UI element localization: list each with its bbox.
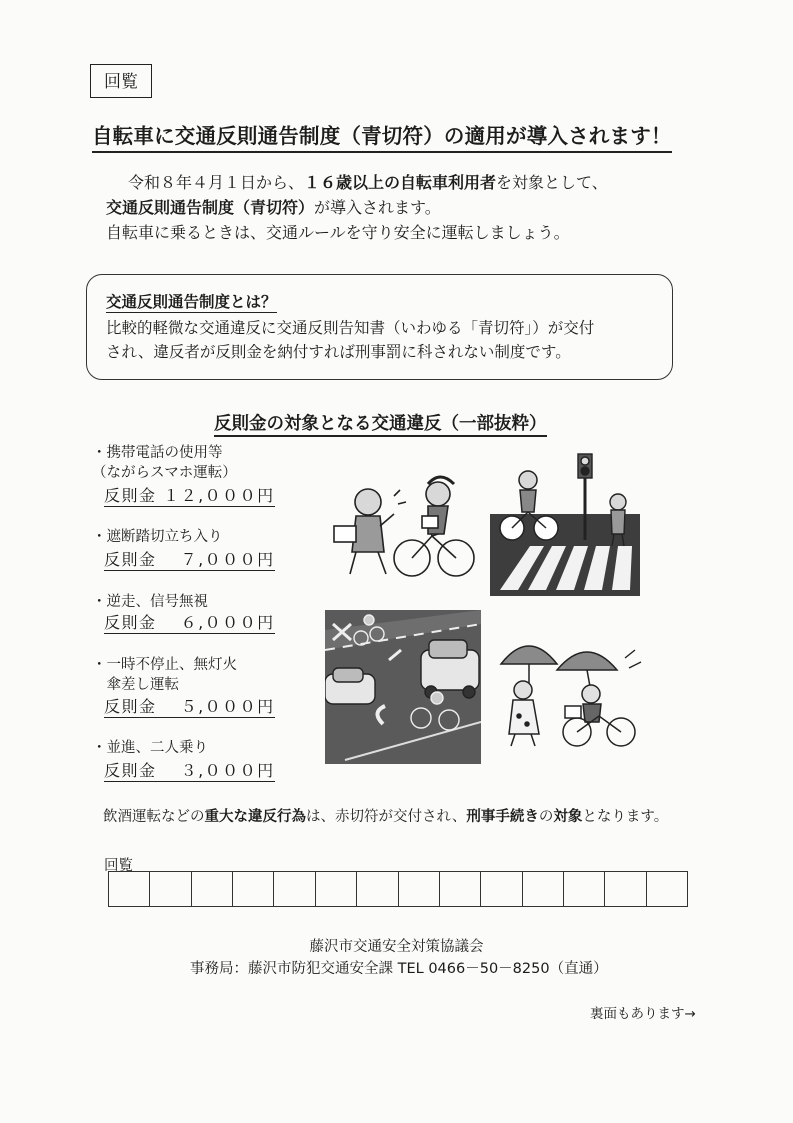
fine-amount: 反則金 ６,０００円	[104, 613, 275, 632]
stamp-cell	[192, 872, 233, 906]
intro-emphasis: １６歳以上の自転車利用者	[304, 173, 497, 192]
definition-text	[106, 316, 594, 364]
note-emphasis: 重大な違反行為	[204, 809, 306, 825]
cyclist-phone-icon	[394, 477, 474, 576]
intro-line-2	[106, 195, 608, 220]
office-contact: 事務局：藤沢市防犯交通安全課 TEL 0466－50－8250（直通）	[190, 961, 608, 977]
violation-name: （ながらスマホ運転）	[92, 465, 237, 481]
stamp-cell	[647, 872, 687, 906]
violation-name: ・並進、二人乗り	[92, 740, 208, 756]
violation-name: 傘差し運転	[92, 677, 179, 693]
fine-amount: 反則金 ５,０００円	[104, 697, 275, 716]
stamp-cell	[357, 872, 398, 906]
note-text: の	[538, 809, 554, 825]
circulation-label: 回覧	[104, 858, 133, 874]
intro-line-1	[106, 170, 608, 195]
umbrella-pedestrian-icon	[501, 646, 557, 746]
umbrella-cycling-illustration	[495, 628, 645, 754]
stamp-cell	[399, 872, 440, 906]
note-text: となります。	[582, 809, 669, 825]
note-emphasis: 刑事手続き	[466, 809, 539, 825]
intro-emphasis: 交通反則通告制度（青切符）	[106, 198, 315, 217]
stamp-cell	[233, 872, 274, 906]
circulation-stamp-grid	[108, 871, 688, 907]
stamp-cell	[109, 872, 150, 906]
intro-text: を対象として、	[496, 173, 608, 192]
fine-amount: 反則金 １２,０００円	[104, 486, 275, 505]
note-emphasis: 対象	[553, 809, 583, 825]
violations-heading: 反則金の対象となる交通違反（一部抜粋）	[214, 413, 547, 437]
note-text: 飲酒運転などの	[103, 809, 205, 825]
violation-name: ・携帯電話の使用等	[92, 445, 223, 461]
stamp-cell	[481, 872, 522, 906]
definition-heading: 交通反則通告制度とは？	[106, 293, 277, 311]
intro-text: 令和８年４月１日から、	[128, 173, 305, 192]
phone-cycling-illustration	[328, 466, 478, 584]
serious-violation-note	[103, 805, 668, 826]
note-text: は、赤切符が交付され、	[306, 809, 467, 825]
definition-line: され、違反者が反則金を納付すれば刑事罰に科されない制度です。	[106, 343, 571, 361]
violation-name: ・逆走、信号無視	[92, 594, 208, 610]
page-title: 自転車に交通反則通告制度（青切符）の適用が導入されます！	[92, 119, 672, 153]
violation-name: ・遮断踏切立ち入り	[92, 529, 223, 545]
umbrella-cyclist-icon	[557, 652, 635, 746]
violation-name: ・一時不停止、無灯火	[92, 657, 237, 673]
stamp-cell	[274, 872, 315, 906]
stamp-cell	[440, 872, 481, 906]
fine-amount: 反則金 ３,０００円	[104, 761, 275, 780]
circulation-box: 回覧	[90, 64, 152, 98]
stamp-cell	[605, 872, 646, 906]
stamp-cell	[316, 872, 357, 906]
intro-text: が導入されます。	[314, 198, 441, 217]
organization-name: 藤沢市交通安全対策協議会	[309, 939, 484, 955]
pedestrian-icon	[334, 489, 394, 574]
definition-line: 比較的軽微な交通違反に交通反則告知書（いわゆる「青切符」）が交付	[106, 319, 595, 337]
intro-paragraph	[106, 170, 608, 245]
fine-amount: 反則金 ７,０００円	[104, 550, 275, 569]
stamp-cell	[564, 872, 605, 906]
intro-line-3: 自転車に乗るときは、交通ルールを守り安全に運転しましょう。	[106, 223, 570, 242]
stamp-cell	[523, 872, 564, 906]
wrong-way-road-illustration	[325, 610, 481, 764]
crosswalk-illustration	[490, 450, 640, 596]
back-page-notice: 裏面もあります→	[590, 1006, 696, 1022]
stamp-cell	[150, 872, 191, 906]
motion-lines-icon	[625, 650, 641, 668]
